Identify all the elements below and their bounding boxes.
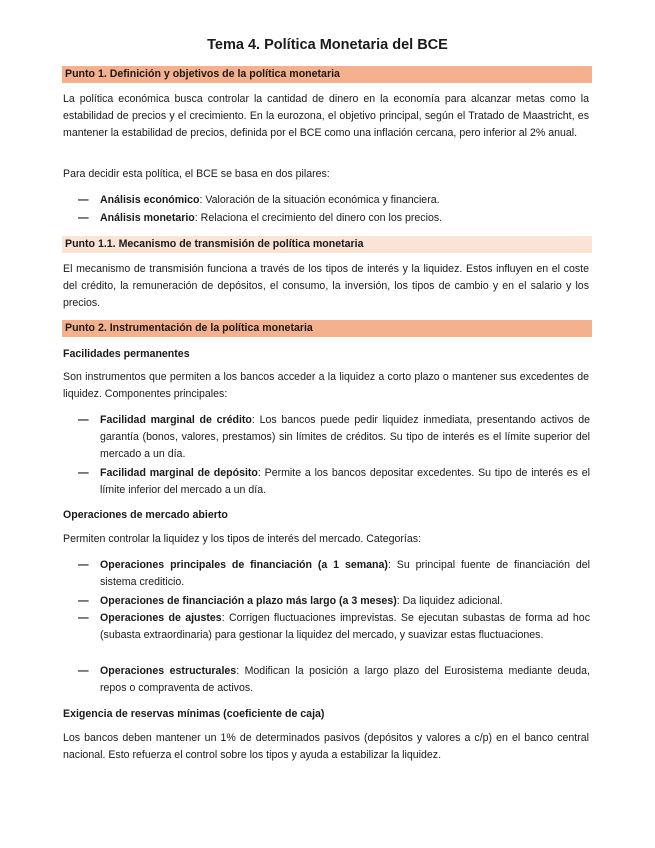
section-heading-punto-1: Punto 1. Definición y objetivos de la política monetaria (62, 66, 592, 83)
list-item (78, 412, 590, 464)
dash-bullet: — (78, 612, 89, 624)
dash-bullet: — (78, 194, 89, 206)
section-heading-punto-2: Punto 2. Instrumentación de la política monetaria (62, 320, 592, 337)
dash-bullet: — (78, 414, 89, 426)
bullet-term: Operaciones de ajustes (100, 612, 222, 624)
list-item (78, 210, 590, 227)
dash-bullet: — (78, 665, 89, 677)
dash-bullet: — (78, 212, 89, 224)
dash-bullet: — (78, 559, 89, 571)
bullet-term: Facilidad marginal de depósito (100, 467, 258, 479)
list-item (78, 663, 590, 697)
paragraph-reservas: Los bancos deben mantener un 1% de determinados pasivos (depósitos y valores a c/p) en el banco central nacional. Esto refuerza el control sobre los tipos y ayuda a estabilizar la liquidez. (63, 732, 589, 762)
bullet-desc: : Su principal fuente de financiación del sistema crediticio. (100, 559, 590, 589)
dash-bullet: — (78, 467, 89, 479)
list-item (78, 557, 590, 591)
paragraph-operaciones: Permiten controlar la liquidez y los tipos de interés del mercado. Categorías: (63, 533, 422, 545)
subheading-facilidades: Facilidades permanentes (63, 348, 190, 360)
bullet-desc: : Modifican la posición a largo plazo del Eurosistema mediante deuda, repos o compraventa de activos. (100, 665, 590, 695)
bullet-desc: : Corrigen fluctuaciones imprevistas. Se ejecutan subastas de forma ad hoc (subasta extraordinaria) para gestionar la liquidez del mercado, y suavizar estas fluctuaciones. (100, 612, 590, 642)
list-item (78, 610, 590, 644)
section-heading-punto-1-1: Punto 1.1. Mecanismo de transmisión de política monetaria (62, 236, 592, 253)
list-item (78, 192, 590, 209)
paragraph-pillars-intro: Para decidir esta política, el BCE se basa en dos pilares: (63, 168, 330, 180)
bullet-term: Facilidad marginal de crédito (100, 414, 252, 426)
bullet-term: Operaciones de financiación a plazo más largo (a 3 meses) (100, 595, 397, 607)
bullet-term: Operaciones estructurales (100, 665, 237, 677)
page-title: Tema 4. Política Monetaria del BCE (207, 37, 448, 53)
bullet-term: Operaciones principales de financiación (a 1 semana) (100, 559, 388, 571)
paragraph-facilidades: Son instrumentos que permiten a los bancos acceder a la liquidez a corto plazo o mantener sus excedentes de liquidez. Componentes principales: (63, 371, 589, 401)
bullet-desc: : Relaciona el crecimiento del dinero con los precios. (194, 212, 443, 224)
bullet-desc: : Da liquidez adicional. (396, 595, 503, 607)
bullet-term: Análisis monetario (100, 212, 195, 224)
bullet-desc: : Los bancos puede pedir liquidez inmediata, presentando activos de garantía (bonos, valores, prestamos) sin límites de créditos. Su tipo de interés es el límite superior del mercado a un día. (100, 414, 590, 461)
bullet-desc: : Valoración de la situación económica y financiera. (199, 194, 440, 206)
paragraph-transmision: El mecanismo de transmisión funciona a través de los tipos de interés y la liquidez. Estos influyen en el coste del crédito, la remuneración de depósitos, el consumo, la inversión, los tipos de cambio y en el salario y los precios. (63, 263, 589, 310)
list-item (78, 593, 590, 610)
subheading-operaciones: Operaciones de mercado abierto (63, 509, 228, 521)
list-item (78, 465, 590, 499)
paragraph-intro: La política económica busca controlar la cantidad de dinero en la economía para alcanzar metas como la estabilidad de precios y el crecimiento. En la eurozona, el objetivo principal, según el Tratado de Maastricht, es mantener la estabilidad de precios, definida por el BCE como una inflación cercana, pero inferior al 2% anual. (63, 93, 589, 140)
bullet-desc: : Permite a los bancos depositar excedentes. Su tipo de interés es el límite inferior del mercado a un día. (100, 467, 590, 497)
subheading-reservas: Exigencia de reservas mínimas (coeficiente de caja) (63, 708, 325, 720)
dash-bullet: — (78, 595, 89, 607)
bullet-term: Análisis económico (100, 194, 200, 206)
